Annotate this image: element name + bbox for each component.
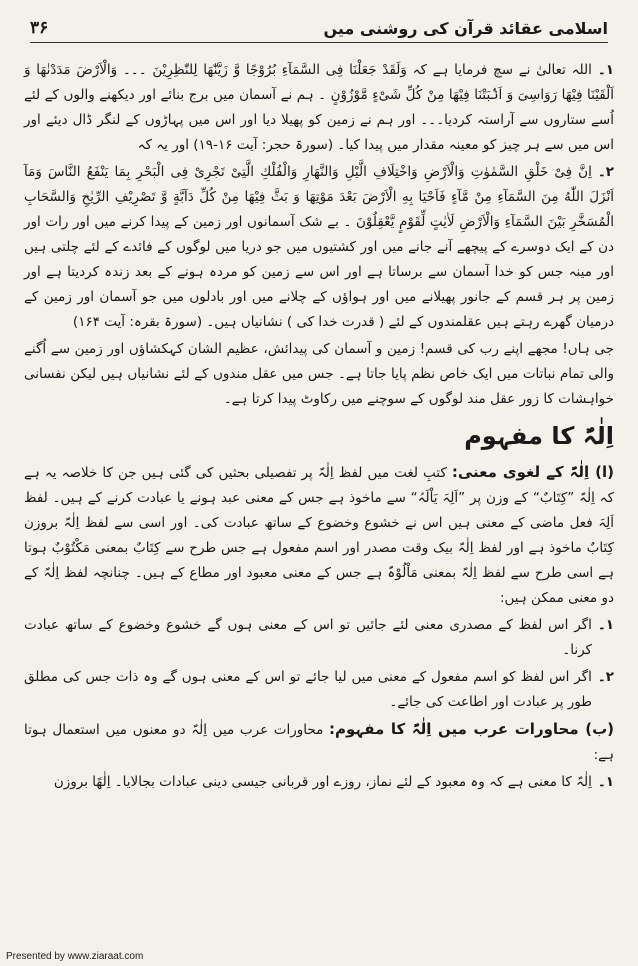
list-number: ۱۔: [597, 774, 614, 790]
footer-credit: Presented by www.ziaraat.com: [6, 951, 144, 962]
subsection-b: [24, 717, 614, 768]
list-item-last: [24, 770, 614, 795]
paragraph-1: [24, 58, 614, 158]
paragraph-text: اللہ تعالیٰ نے سچ فرمایا ہے کہ وَلَقَدْ جَعَلْنَا فِی السَّمَآءِ بُرُوْجًا وَّ زَیَّنّٰهَا لِلنّٰظِرِیْنَ ۔۔۔ وَالْاَرْضَ مَدَدْنٰهَا وَ اَلْقَیْنَا فِیْهَا رَوَاسِیَ وَ اَنْۢبَتْنَا فِیْهَا مِنْ كُلِّ شَیْءٍ مَّوْزُوْنٍ ۔ ہم نے آسمان میں برج بنائے اور دیکھنے والوں کے لئے اُسے ستاروں سے آراستہ کردیا۔۔۔ اور ہم نے زمین کو پھیلا دیا اور اس میں پہاڑوں کے لنگر ڈال دیئے اور اس میں سے ہر چیز کو معینہ مقدار میں پیدا کیا۔ (سورۃ حجر: آیت ۱۶-۱۹) اور یہ کہ: [24, 62, 614, 153]
list-number: ۱۔: [597, 617, 614, 633]
page-header: [30, 14, 608, 43]
subsection-a-text: کتبِ لغت میں لفظ اِلٰہٌ پر تفصیلی بحثیں کی گئی ہیں جن کا خلاصہ یہ ہے کہ اِلٰہٌ ”کِتَابٌ“ کے وزن پر ”اَلِہَ یَاْلَہُ“ سے ماخوذ ہے جس کے معنی عبد ہونے یا عبادت کرنے کے ہیں۔ لفظ اَلِہَ فعل ماضی کے معنی ہیں اس نے خشوع وخضوع کے ساتھ عبادت کی۔ اور اسی سے لفظ اِلٰہٌ بروزن کِتَابٌ ماخوذ ہے اور لفظ اِلٰہٌ بیک وقت مصدر اور اسم مفعول ہے جس طرح سے کِتَابٌ بمعنی مَكْتُوْبٌ ہوتا ہے اسی طرح سے لفظ اِلٰہٌ بمعنی مَاْلُوْہٌ ہے جس کے معنی معبود اور مطاع کے ہیں۔ چنانچہ لفظ اِلٰہٌ کے دو معنی ممکن ہیں:: [24, 465, 614, 606]
subsection-b-label: (ب) محاورات عرب میں اِلٰہٌ کا مفہوم:: [329, 720, 615, 738]
paragraph-2: [24, 160, 614, 335]
subsection-b-text: محاورات عرب میں اِلٰہٌ دو معنوں میں استعمال ہوتا ہے:: [24, 722, 614, 763]
subsection-a-label: (ا) اِلٰہٌ کے لغوی معنی:: [451, 463, 615, 481]
list-text: اگر اس لفظ کو اسم مفعول کے معنی میں لیا جائے تو اس کے معنی ہوں گے وہ ذات جس کی مطلق طور پر عبادت اور اطاعت کی جائے۔: [24, 669, 592, 710]
section-heading: اِلٰہٌ کا مفہوم: [464, 422, 614, 450]
page-number: ۳۶: [30, 18, 49, 38]
list-item-1: [24, 613, 614, 663]
list-item-2: [24, 665, 614, 715]
list-number: ۲۔: [597, 669, 614, 685]
paragraph-text: جی ہاں! مجھے اپنے رب کی قسم! زمین و آسمان کی پیدائش، عظیم الشان کہکشاؤں اور زمین سے اُگنے والی تمام نباتات میں ایک خاص نظم پایا جاتا ہے۔ جس میں عقل مندوں کے لئے نشانیاں ہیں لیکن نفسانی خواہشات کا زور عقل مند لوگوں کے سوچنے میں رکاوٹ پیدا کرتا ہے۔: [24, 341, 614, 407]
paragraph-number: ۱۔: [597, 62, 614, 78]
paragraph-text: اِنَّ فِیْ خَلْقِ السَّمٰوٰتِ وَالْاَرْضِ وَاخْتِلَافِ الَّیْلِ وَالنَّهَارِ وَالْفُلْكِ الَّتِیْ تَجْرِیْ فِی الْبَحْرِ بِمَا یَنْفَعُ النَّاسَ وَمَآ اَنْزَلَ اللّٰهُ مِنَ السَّمَآءِ مِنْ مَّآءٍ فَاَحْیَا بِهِ الْاَرْضَ بَعْدَ مَوْتِهَا وَ بَثَّ فِیْهَا مِنْ كُلِّ دَآبَّةٍ وَّ تَصْرِیْفِ الرِّیٰحِ وَالسَّحَابِ الْمُسَخَّرِ بَیْنَ السَّمَآءِ وَالْاَرْضِ لَاٰیٰتٍ لِّقَوْمٍ یَّعْقِلُوْنَ ۔ بے شک آسمانوں اور زمین کے پیدا کرنے میں اور رات اور دن کے ایک دوسرے کے پیچھے آنے جانے میں اور کشتیوں میں جو دریا میں لوگوں کے فائدے کے لئے چلتی ہیں اور مینہ جس کو خدا آسمان سے برساتا ہے اور اس سے زمین کو مردہ ہونے کے بعد زندہ کردیتا ہے اور زمین پر ہر قسم کے جانور پھیلانے میں اور ہواؤں کے چلانے میں اور بادلوں میں جو آسمان اور زمین کے درمیان گھرے رہتے ہیں عقلمندوں کے لئے ( قدرت خدا کی ) نشانیاں ہیں۔ (سورۃ بقرہ: آیت ۱۶۴): [24, 164, 614, 330]
paragraph-3: [24, 337, 614, 412]
paragraph-number: ۲۔: [597, 164, 614, 180]
running-title: اسلامی عقائد قرآن کی روشنی میں: [323, 18, 608, 38]
subsection-a: [24, 460, 614, 611]
list-text: اگر اس لفظ کے مصدری معنی لئے جائیں تو اس کے معنی ہوں گے خشوع وخضوع کے ساتھ عبادت کرنا۔: [24, 617, 592, 658]
list-text: اِلٰہٌ کا معنی ہے کہ وہ معبود کے لئے نماز، روزے اور قربانی جیسی دینی عبادات بجالایا۔ اِلٰهًا بروزن: [53, 774, 592, 790]
page-body: [24, 58, 614, 797]
